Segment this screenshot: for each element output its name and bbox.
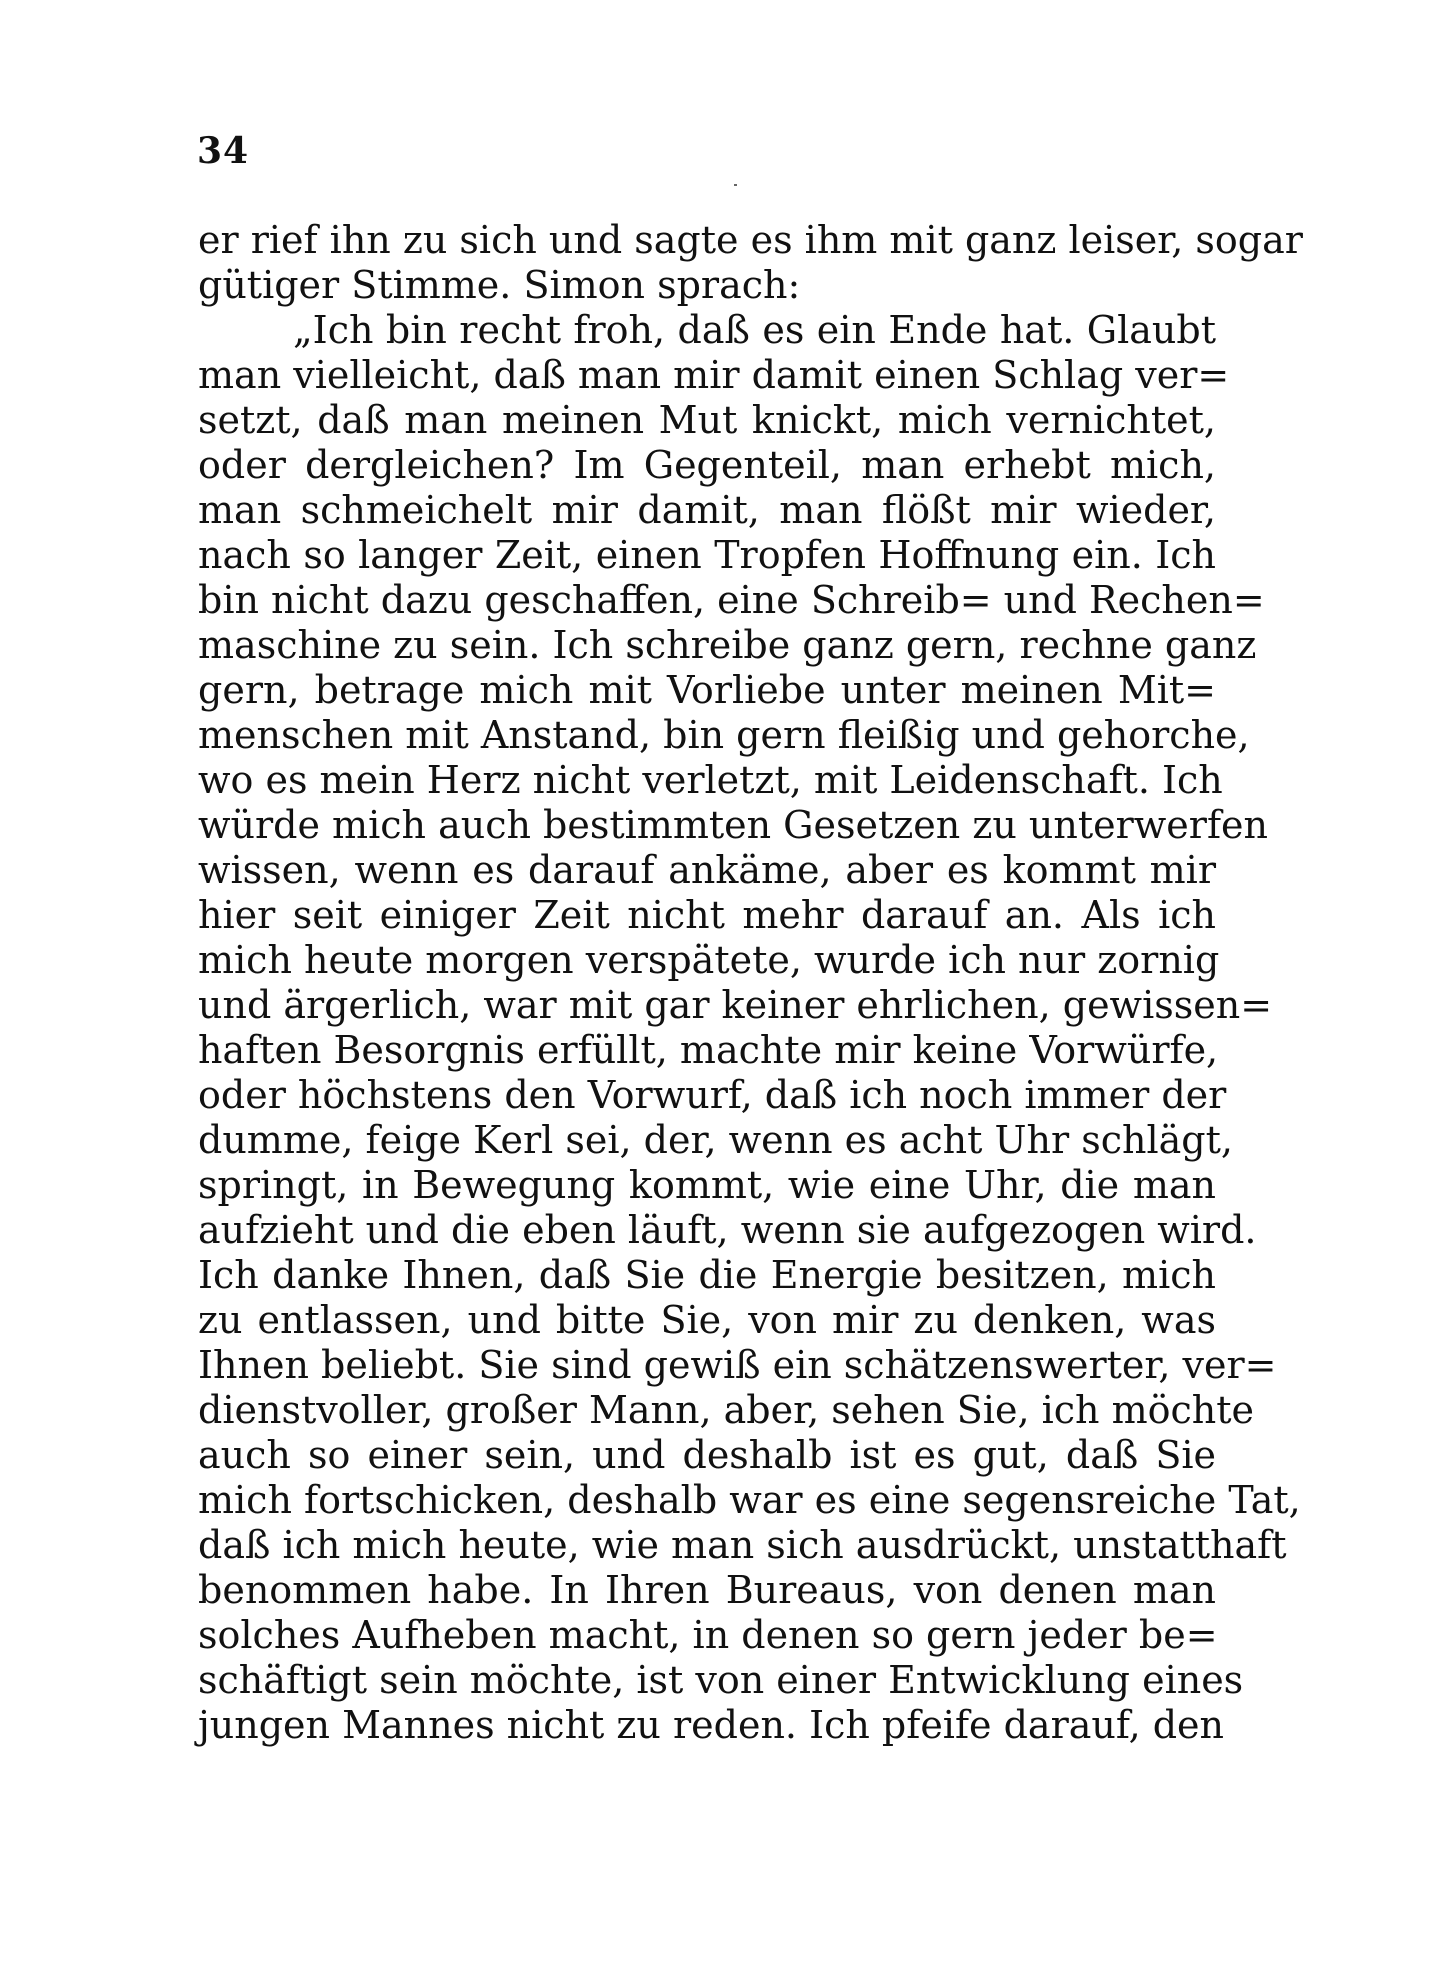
text-line: zu entlassen, und bitte Sie, von mir zu denken, was: [198, 1298, 1216, 1342]
body-text: [198, 218, 1303, 1748]
text-line: man vielleicht, daß man mir damit einen Schlag ver=: [198, 353, 1230, 397]
text-line: Ich danke Ihnen, daß Sie die Energie besitzen, mich: [198, 1253, 1216, 1297]
print-speck: [734, 184, 737, 186]
text-line: hier seit einiger Zeit nicht mehr darauf an. Als ich: [198, 893, 1216, 937]
text-line: daß ich mich heute, wie man sich ausdrückt, unstatthaft: [198, 1523, 1287, 1567]
text-line: gütiger Stimme. Simon sprach:: [198, 263, 801, 307]
text-line: menschen mit Anstand, bin gern fleißig und gehorche,: [198, 713, 1250, 757]
text-line: „Ich bin recht froh, daß es ein Ende hat. Glaubt: [293, 308, 1216, 352]
text-line: bin nicht dazu geschaffen, eine Schreib= und Rechen=: [198, 578, 1265, 622]
text-line: Ihnen beliebt. Sie sind gewiß ein schätzenswerter, ver=: [198, 1343, 1277, 1387]
text-line: oder höchstens den Vorwurf, daß ich noch immer der: [198, 1073, 1227, 1117]
text-line: und ärgerlich, war mit gar keiner ehrlichen, gewissen=: [198, 983, 1273, 1027]
text-line: dienstvoller, großer Mann, aber, sehen Sie, ich möchte: [198, 1388, 1255, 1432]
text-line: auch so einer sein, und deshalb ist es gut, daß Sie: [198, 1433, 1216, 1477]
text-line: oder dergleichen? Im Gegenteil, man erhebt mich,: [198, 443, 1216, 487]
text-line: nach so langer Zeit, einen Tropfen Hoffnung ein. Ich: [198, 533, 1216, 577]
text-line: maschine zu sein. Ich schreibe ganz gern, rechne ganz: [198, 623, 1257, 667]
text-line: haften Besorgnis erfüllt, machte mir keine Vorwürfe,: [198, 1028, 1219, 1072]
text-line: wissen, wenn es darauf ankäme, aber es kommt mir: [198, 848, 1216, 892]
page-number: 34: [197, 130, 250, 172]
text-line: er rief ihn zu sich und sagte es ihm mit ganz leiser, sogar: [198, 218, 1303, 262]
text-line: würde mich auch bestimmten Gesetzen zu unterwerfen: [198, 803, 1268, 847]
text-line: mich fortschicken, deshalb war es eine segensreiche Tat,: [198, 1478, 1301, 1522]
text-line: man schmeichelt mir damit, man flößt mir wieder,: [198, 488, 1216, 532]
text-line: gern, betrage mich mit Vorliebe unter meinen Mit=: [198, 668, 1216, 712]
text-line: benommen habe. In Ihren Bureaus, von denen man: [198, 1568, 1216, 1612]
text-line: jungen Mannes nicht zu reden. Ich pfeife darauf, den: [198, 1703, 1225, 1747]
text-line: aufzieht und die eben läuft, wenn sie aufgezogen wird.: [198, 1208, 1257, 1252]
text-line: solches Aufheben macht, in denen so gern jeder be=: [198, 1613, 1218, 1657]
text-line: mich heute morgen verspätete, wurde ich nur zornig: [198, 938, 1220, 982]
text-line: setzt, daß man meinen Mut knickt, mich vernichtet,: [198, 398, 1216, 442]
text-line: wo es mein Herz nicht verletzt, mit Leidenschaft. Ich: [198, 758, 1223, 802]
text-line: springt, in Bewegung kommt, wie eine Uhr, die man: [198, 1163, 1216, 1207]
text-line: schäftigt sein möchte, ist von einer Entwicklung eines: [198, 1658, 1244, 1702]
text-line: dumme, feige Kerl sei, der, wenn es acht Uhr schlägt,: [198, 1118, 1233, 1162]
